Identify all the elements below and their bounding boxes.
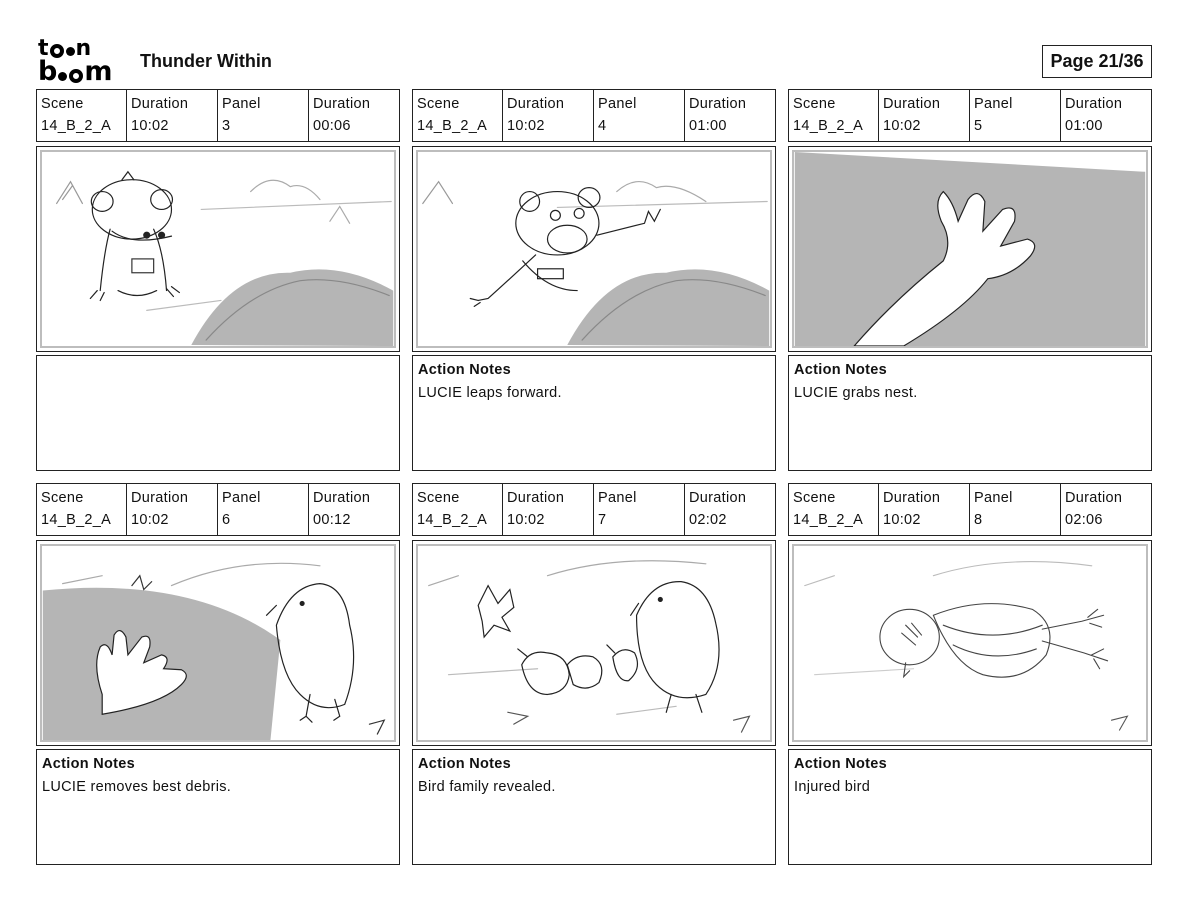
panel-info-row — [412, 89, 776, 142]
scene-label: Scene — [41, 96, 84, 112]
duration-label: Duration — [507, 96, 565, 112]
panel-label: Panel — [974, 490, 1013, 506]
action-notes-heading — [42, 362, 394, 382]
duration-label: Duration — [1065, 490, 1123, 506]
panel-info-row — [788, 89, 1152, 142]
duration-label: Duration — [131, 96, 189, 112]
duration-label: Duration — [689, 490, 747, 506]
panel-duration-value: 01:00 — [689, 118, 727, 134]
panel-duration-value: 00:12 — [313, 512, 351, 528]
scene-duration-value: 10:02 — [131, 118, 169, 134]
scene-cell — [789, 484, 879, 535]
panel-duration-value: 01:00 — [1065, 118, 1103, 134]
action-notes-heading: Action Notes — [42, 756, 136, 772]
scene-duration-value: 10:02 — [883, 118, 921, 134]
panel-number-value: 7 — [598, 512, 607, 528]
scene-label: Scene — [41, 490, 84, 506]
scene-duration-cell — [127, 484, 218, 535]
panel-number-value: 6 — [222, 512, 231, 528]
duration-label: Duration — [883, 490, 941, 506]
scene-value: 14_B_2_A — [41, 512, 112, 528]
panel-label: Panel — [222, 490, 261, 506]
storyboard-panel — [788, 89, 1152, 471]
action-notes-text: LUCIE grabs nest. — [794, 385, 918, 401]
panel-info-row — [412, 483, 776, 536]
scene-duration-value: 10:02 — [507, 118, 545, 134]
scene-value: 14_B_2_A — [793, 512, 864, 528]
sketch-frame[interactable] — [36, 146, 400, 352]
scene-duration-cell — [879, 484, 970, 535]
scene-cell — [37, 484, 127, 535]
sketch-frame[interactable] — [36, 540, 400, 746]
action-notes-box[interactable] — [36, 355, 400, 471]
scene-duration-cell — [127, 90, 218, 141]
scene-label: Scene — [793, 96, 836, 112]
storyboard-panel — [412, 89, 776, 471]
scene-duration-cell — [503, 90, 594, 141]
action-notes-text: Injured bird — [794, 779, 871, 795]
panel-number-value: 5 — [974, 118, 983, 134]
scene-label: Scene — [417, 96, 460, 112]
panel-number-cell — [970, 484, 1061, 535]
storyboard-panel — [36, 483, 400, 865]
hamster-leaping-sketch — [418, 152, 770, 346]
scene-duration-value: 10:02 — [131, 512, 169, 528]
injured-bird-sketch — [794, 546, 1146, 740]
toonboom-logo: t n b m — [38, 36, 113, 87]
action-notes-heading: Action Notes — [794, 362, 888, 378]
scene-duration-cell — [879, 90, 970, 141]
duration-label: Duration — [689, 96, 747, 112]
action-notes-box[interactable] — [36, 749, 400, 865]
storyboard-panel — [788, 483, 1152, 865]
panel-duration-value: 00:06 — [313, 118, 351, 134]
panel-label: Panel — [222, 96, 261, 112]
action-notes-box[interactable] — [788, 749, 1152, 865]
action-notes-heading: Action Notes — [418, 756, 512, 772]
duration-label: Duration — [313, 96, 371, 112]
panel-duration-cell — [1061, 90, 1153, 141]
duration-label: Duration — [507, 490, 565, 506]
action-notes-text: Bird family revealed. — [418, 779, 556, 795]
sketch-frame[interactable] — [788, 146, 1152, 352]
duration-label: Duration — [1065, 96, 1123, 112]
panel-duration-cell — [685, 484, 777, 535]
scene-cell — [789, 90, 879, 141]
scene-label: Scene — [417, 490, 460, 506]
action-notes-heading: Action Notes — [794, 756, 888, 772]
action-notes-text: LUCIE leaps forward. — [418, 385, 562, 401]
action-notes-box[interactable] — [412, 749, 776, 865]
hand-and-bird-sketch — [42, 546, 394, 740]
panel-number-value: 8 — [974, 512, 983, 528]
storyboard-panel — [36, 89, 400, 471]
bird-family-sketch — [418, 546, 770, 740]
panel-label: Panel — [974, 96, 1013, 112]
panel-label: Panel — [598, 96, 637, 112]
scene-cell — [413, 90, 503, 141]
action-notes-heading: Action Notes — [418, 362, 512, 378]
page-indicator: Page 21/36 — [1042, 45, 1152, 78]
panel-number-cell — [218, 90, 309, 141]
panel-duration-cell — [1061, 484, 1153, 535]
storyboard-panel — [412, 483, 776, 865]
sketch-frame[interactable] — [412, 146, 776, 352]
scene-cell — [37, 90, 127, 141]
panel-label: Panel — [598, 490, 637, 506]
project-title: Thunder Within — [140, 51, 272, 71]
panel-number-cell — [594, 484, 685, 535]
panel-info-row — [36, 483, 400, 536]
action-notes-text: LUCIE removes best debris. — [42, 779, 232, 795]
panel-number-value: 3 — [222, 118, 231, 134]
panel-number-cell — [970, 90, 1061, 141]
sketch-frame[interactable] — [788, 540, 1152, 746]
panel-duration-cell — [309, 90, 401, 141]
scene-label: Scene — [793, 490, 836, 506]
sketch-frame[interactable] — [412, 540, 776, 746]
panel-number-value: 4 — [598, 118, 607, 134]
scene-duration-value: 10:02 — [507, 512, 545, 528]
scene-cell — [413, 484, 503, 535]
duration-label: Duration — [131, 490, 189, 506]
panel-number-cell — [218, 484, 309, 535]
panel-duration-cell — [309, 484, 401, 535]
hamster-sitting-sketch — [42, 152, 394, 346]
panel-duration-value: 02:02 — [689, 512, 727, 528]
scene-value: 14_B_2_A — [417, 118, 488, 134]
scene-duration-cell — [503, 484, 594, 535]
duration-label: Duration — [883, 96, 941, 112]
panel-info-row — [788, 483, 1152, 536]
hand-on-nest-sketch — [794, 152, 1146, 346]
scene-value: 14_B_2_A — [793, 118, 864, 134]
action-notes-box[interactable] — [412, 355, 776, 471]
panel-number-cell — [594, 90, 685, 141]
scene-duration-value: 10:02 — [883, 512, 921, 528]
panel-duration-value: 02:06 — [1065, 512, 1103, 528]
scene-value: 14_B_2_A — [417, 512, 488, 528]
action-notes-box[interactable] — [788, 355, 1152, 471]
panel-duration-cell — [685, 90, 777, 141]
duration-label: Duration — [313, 490, 371, 506]
panel-info-row — [36, 89, 400, 142]
scene-value: 14_B_2_A — [41, 118, 112, 134]
